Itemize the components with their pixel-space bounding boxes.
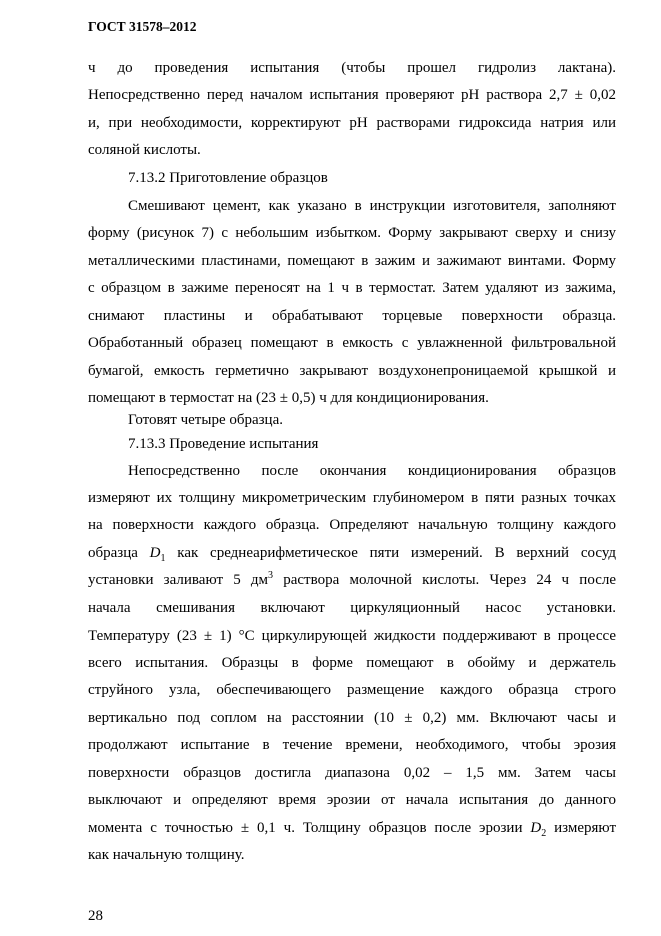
text-line: с образцом в зажиме переносят на 1 ч в термостат. Затем удаляют из зажима,: [88, 280, 616, 296]
text-line: ч до проведения испытания (чтобы прошел гидролиз лактана).: [88, 60, 616, 76]
text-line: и, при необходимости, корректируют pH растворами гидроксида натрия или: [88, 115, 616, 131]
text-line: Смешивают цемент, как указано в инструкции изготовителя, заполняют: [128, 198, 616, 214]
text-line: [88, 818, 616, 838]
section-heading: 7.13.2 Приготовление образцов: [128, 170, 328, 186]
document-header: ГОСТ 31578–2012: [88, 19, 197, 34]
text-line: продолжают испытание в течение времени, необходимого, чтобы эрозия: [88, 737, 616, 753]
text-line: начала смешивания включают циркуляционный насос установки.: [88, 600, 616, 616]
text-segment: установки заливают 5 дм: [88, 572, 269, 588]
text-line: струйного узла, обеспечивающего размещение каждого образца строго: [88, 682, 616, 698]
page-number: 28: [88, 908, 103, 924]
text-line: Непосредственно перед началом испытания проверяют pH раствора 2,7 ± 0,02: [88, 87, 616, 103]
text-line: измеряют их толщину микрометрическим глубиномером в пяти разных точках: [88, 490, 616, 506]
text-segment: как среднеарифметическое пяти измерений. В верхний сосуд: [165, 545, 617, 561]
text-segment: образца: [88, 545, 150, 561]
subscript: 1: [160, 553, 166, 564]
subscript: 2: [541, 828, 547, 839]
variable: D: [149, 545, 161, 561]
text-line: снимают пластины и обрабатывают торцевые поверхности образца.: [88, 308, 616, 324]
text-line: на поверхности каждого образца. Определяют начальную толщину каждого: [88, 517, 616, 533]
text-line: вертикально под соплом на расстоянии (10 ± 0,2) мм. Включают часы и: [88, 710, 616, 726]
text-line: поверхности образцов достигла диапазона 0,02 – 1,5 мм. Затем часы: [88, 765, 616, 781]
text-line: форму (рисунок 7) с небольшим избытком. Форму закрывают сверху и снизу: [88, 225, 616, 241]
section-heading: 7.13.3 Проведение испытания: [128, 436, 319, 452]
text-line: соляной кислоты.: [88, 142, 201, 158]
text-line: Готовят четыре образца.: [128, 412, 283, 428]
text-line: бумагой, емкость герметично закрывают воздухонепроницаемой крышкой и: [88, 363, 616, 379]
text-line: Непосредственно после окончания кондиционирования образцов: [128, 463, 616, 479]
text-line: помещают в термостат на (23 ± 0,5) ч для кондиционирования.: [88, 390, 489, 406]
variable: D: [530, 820, 542, 836]
text-line: как начальную толщину.: [88, 847, 245, 863]
superscript: 3: [268, 570, 274, 581]
text-line: [88, 543, 616, 563]
text-line: [88, 570, 616, 590]
text-line: Обработанный образец помещают в емкость с увлажненной фильтровальной: [88, 335, 616, 351]
text-line: металлическими пластинами, помещают в зажим и зажимают винтами. Форму: [88, 253, 616, 269]
text-segment: раствора молочной кислоты. Через 24 ч после: [273, 572, 617, 588]
text-segment: измеряют: [546, 820, 616, 836]
text-line: всего испытания. Образцы в форме помещают в обойму и держатель: [88, 655, 616, 671]
text-segment: момента с точностью ± 0,1 ч. Толщину образцов после эрозии: [88, 820, 531, 836]
text-line: Температуру (23 ± 1) °С циркулирующей жидкости поддерживают в процессе: [88, 628, 616, 644]
text-line: выключают и определяют время эрозии от начала испытания до данного: [88, 792, 616, 808]
